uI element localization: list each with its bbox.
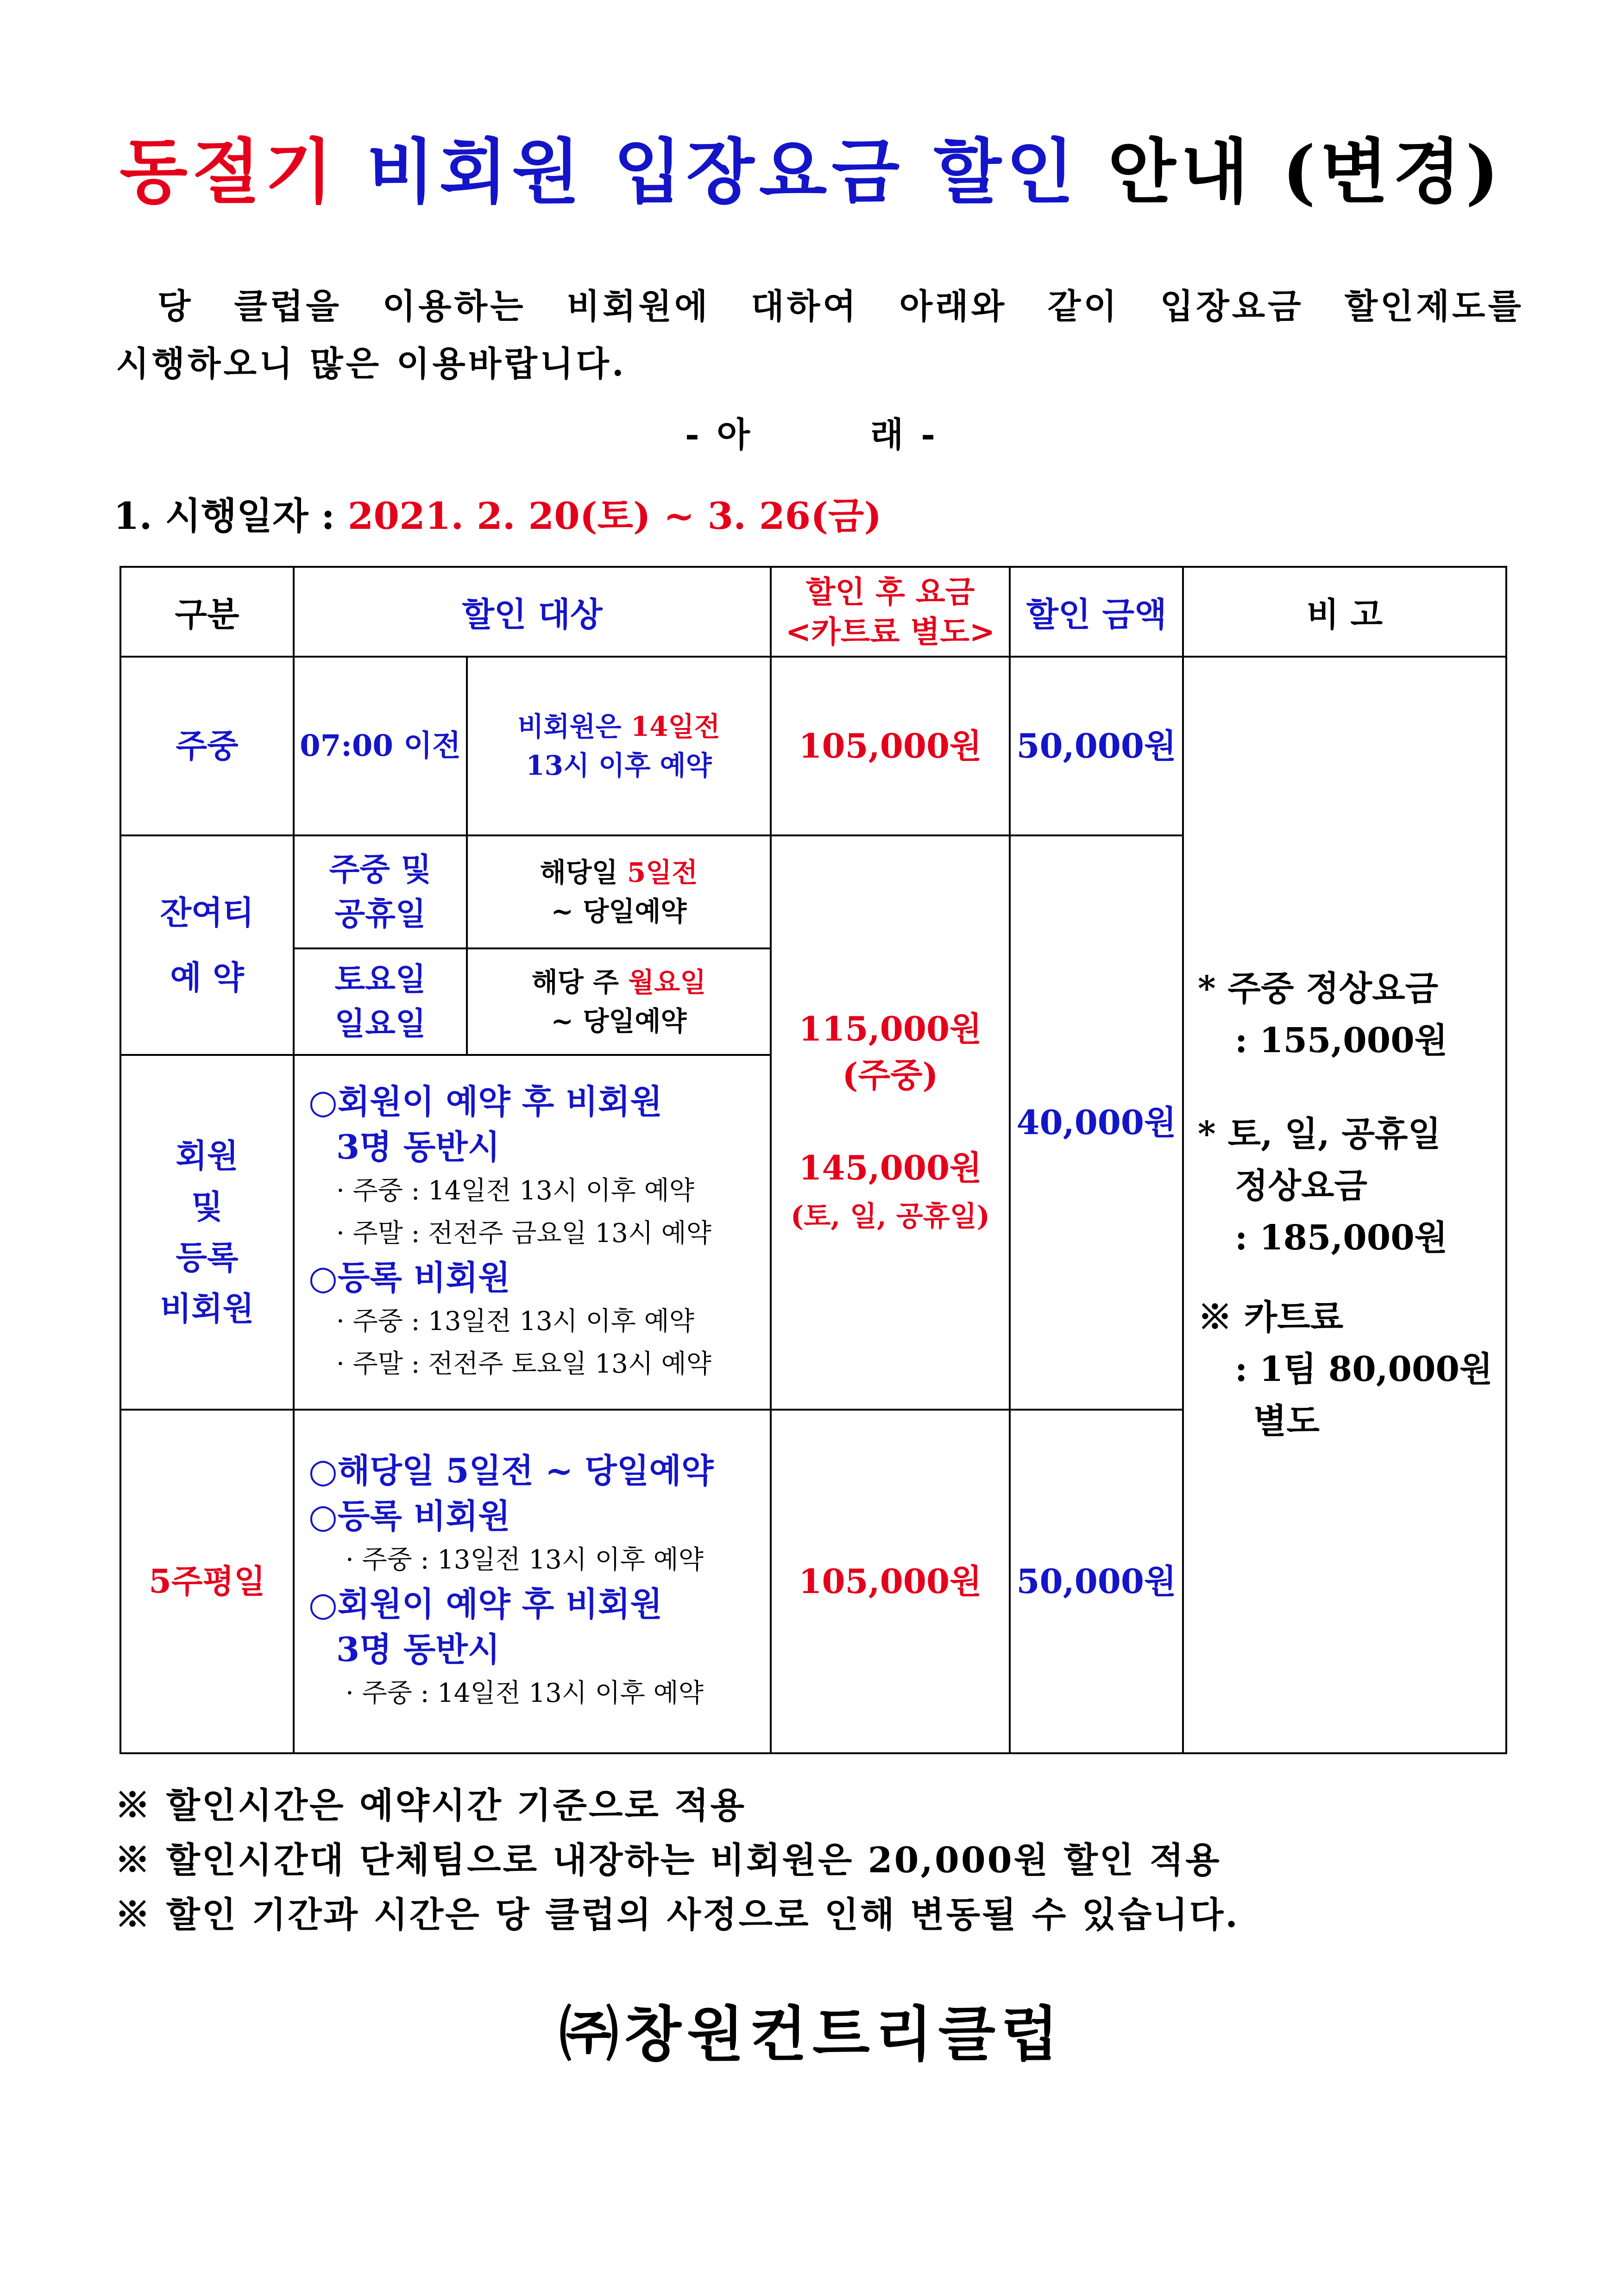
price-weekday: 115,000원 [799,1009,982,1048]
remarks-cell: * 주중 정상요금 : 155,000원 * 토, 일, 공휴일 정상요금 : 185,000원 ※ 카트료 : 1팀 80,000원 별도 [1183,657,1506,1753]
header-remarks: 비 고 [1183,567,1506,657]
page-title [0,116,1623,217]
header-discount: 할인 금액 [1010,567,1183,657]
footnote: ※ 할인시간대 단체팀으로 내장하는 비회원은 20,000원 할인 적용 [115,1839,1221,1881]
below-heading: - 아 래 - [685,415,938,455]
footnotes [115,1778,1239,1942]
title-subject: 비회원 입장요금 할인 [366,130,1079,213]
header-price-line2: <카트료 별도> [785,614,995,650]
table-header-row [120,567,1506,657]
header-price-line1: 할인 후 요금 [805,574,975,610]
title-season: 동절기 [120,130,338,213]
remark-weekend: * 토, 일, 공휴일 [1198,1114,1441,1154]
row-remaining-category: 잔여티 예 약 [120,835,294,1055]
row-weekday-condition: 비회원은 14일전 13시 이후 예약 [467,657,771,835]
row-five-week-category: 5주평일 [120,1410,294,1753]
effective-date [113,486,881,539]
merged-discount-cell: 40,000원 [1010,835,1183,1410]
row-remaining-cond2: 해당 주 월요일 ~ 당일예약 [467,948,771,1055]
header-target: 할인 대상 [294,567,771,657]
row-five-week-detail: ○해당일 5일전 ~ 당일예약 ○등록 비회원 · 주중 : 13일전 13시 이후 예약 ○회원이 예약 후 비회원 3명 동반시 · 주중 : 14일전 13시 이후 예약 [294,1410,771,1753]
row-remaining-cond1: 해당일 5일전 ~ 당일예약 [467,835,771,948]
footnote: ※ 할인시간은 예약시간 기준으로 적용 [115,1785,747,1826]
header-price [771,567,1010,657]
footnote: ※ 할인 기간과 시간은 당 클럽의 사정으로 인해 변동될 수 있습니다. [115,1894,1239,1935]
title-notice: 안내 (변경) [1107,130,1503,213]
effective-date-value: 2021. 2. 20(토) ~ 3. 26(금) [347,494,882,538]
company-name: ㈜창원컨트리클럽 [559,2000,1064,2069]
row-weekday-sub: 07:00 이전 [294,657,467,835]
table-row [120,657,1506,835]
intro-line-2: 시행하오니 많은 이용바랍니다. [116,344,627,384]
price-weekend: 145,000원 [799,1148,982,1187]
row-weekday-category: 주중 [120,657,294,835]
intro-line-1: 당 클럽을 이용하는 비회원에 대하여 아래와 같이 입장요금 할인제도를 [157,287,1524,326]
row-member-category: 회원 및 등록 비회원 [120,1055,294,1410]
row-remaining-sub1: 주중 및 공휴일 [294,835,467,948]
intro-paragraph [116,278,1524,393]
remark-weekday: * 주중 정상요금 [1198,969,1439,1009]
merged-price-cell: 115,000원 (주중) 145,000원 (토, 일, 공휴일) [771,835,1010,1410]
row-five-week-discount: 50,000원 [1010,1410,1183,1753]
row-weekday-discount: 50,000원 [1010,657,1183,835]
effective-date-label: 1. 시행일자 : [113,494,348,538]
remark-cart-fee: ※ 카트료 [1198,1298,1344,1337]
discount-table [120,566,1507,1754]
row-weekday-price: 105,000원 [771,657,1010,835]
row-five-week-price: 105,000원 [771,1410,1010,1753]
row-remaining-sub2: 토요일 일요일 [294,948,467,1055]
header-category: 구분 [120,567,294,657]
row-member-detail: ○회원이 예약 후 비회원 3명 동반시 · 주중 : 14일전 13시 이후 예약 · 주말 : 전전주 금요일 13시 예약 ○등록 비회원 · 주중 : 13일전 13시 이후 예약 · 주말 : 전전주 토요일 13시 예약 [294,1055,771,1410]
